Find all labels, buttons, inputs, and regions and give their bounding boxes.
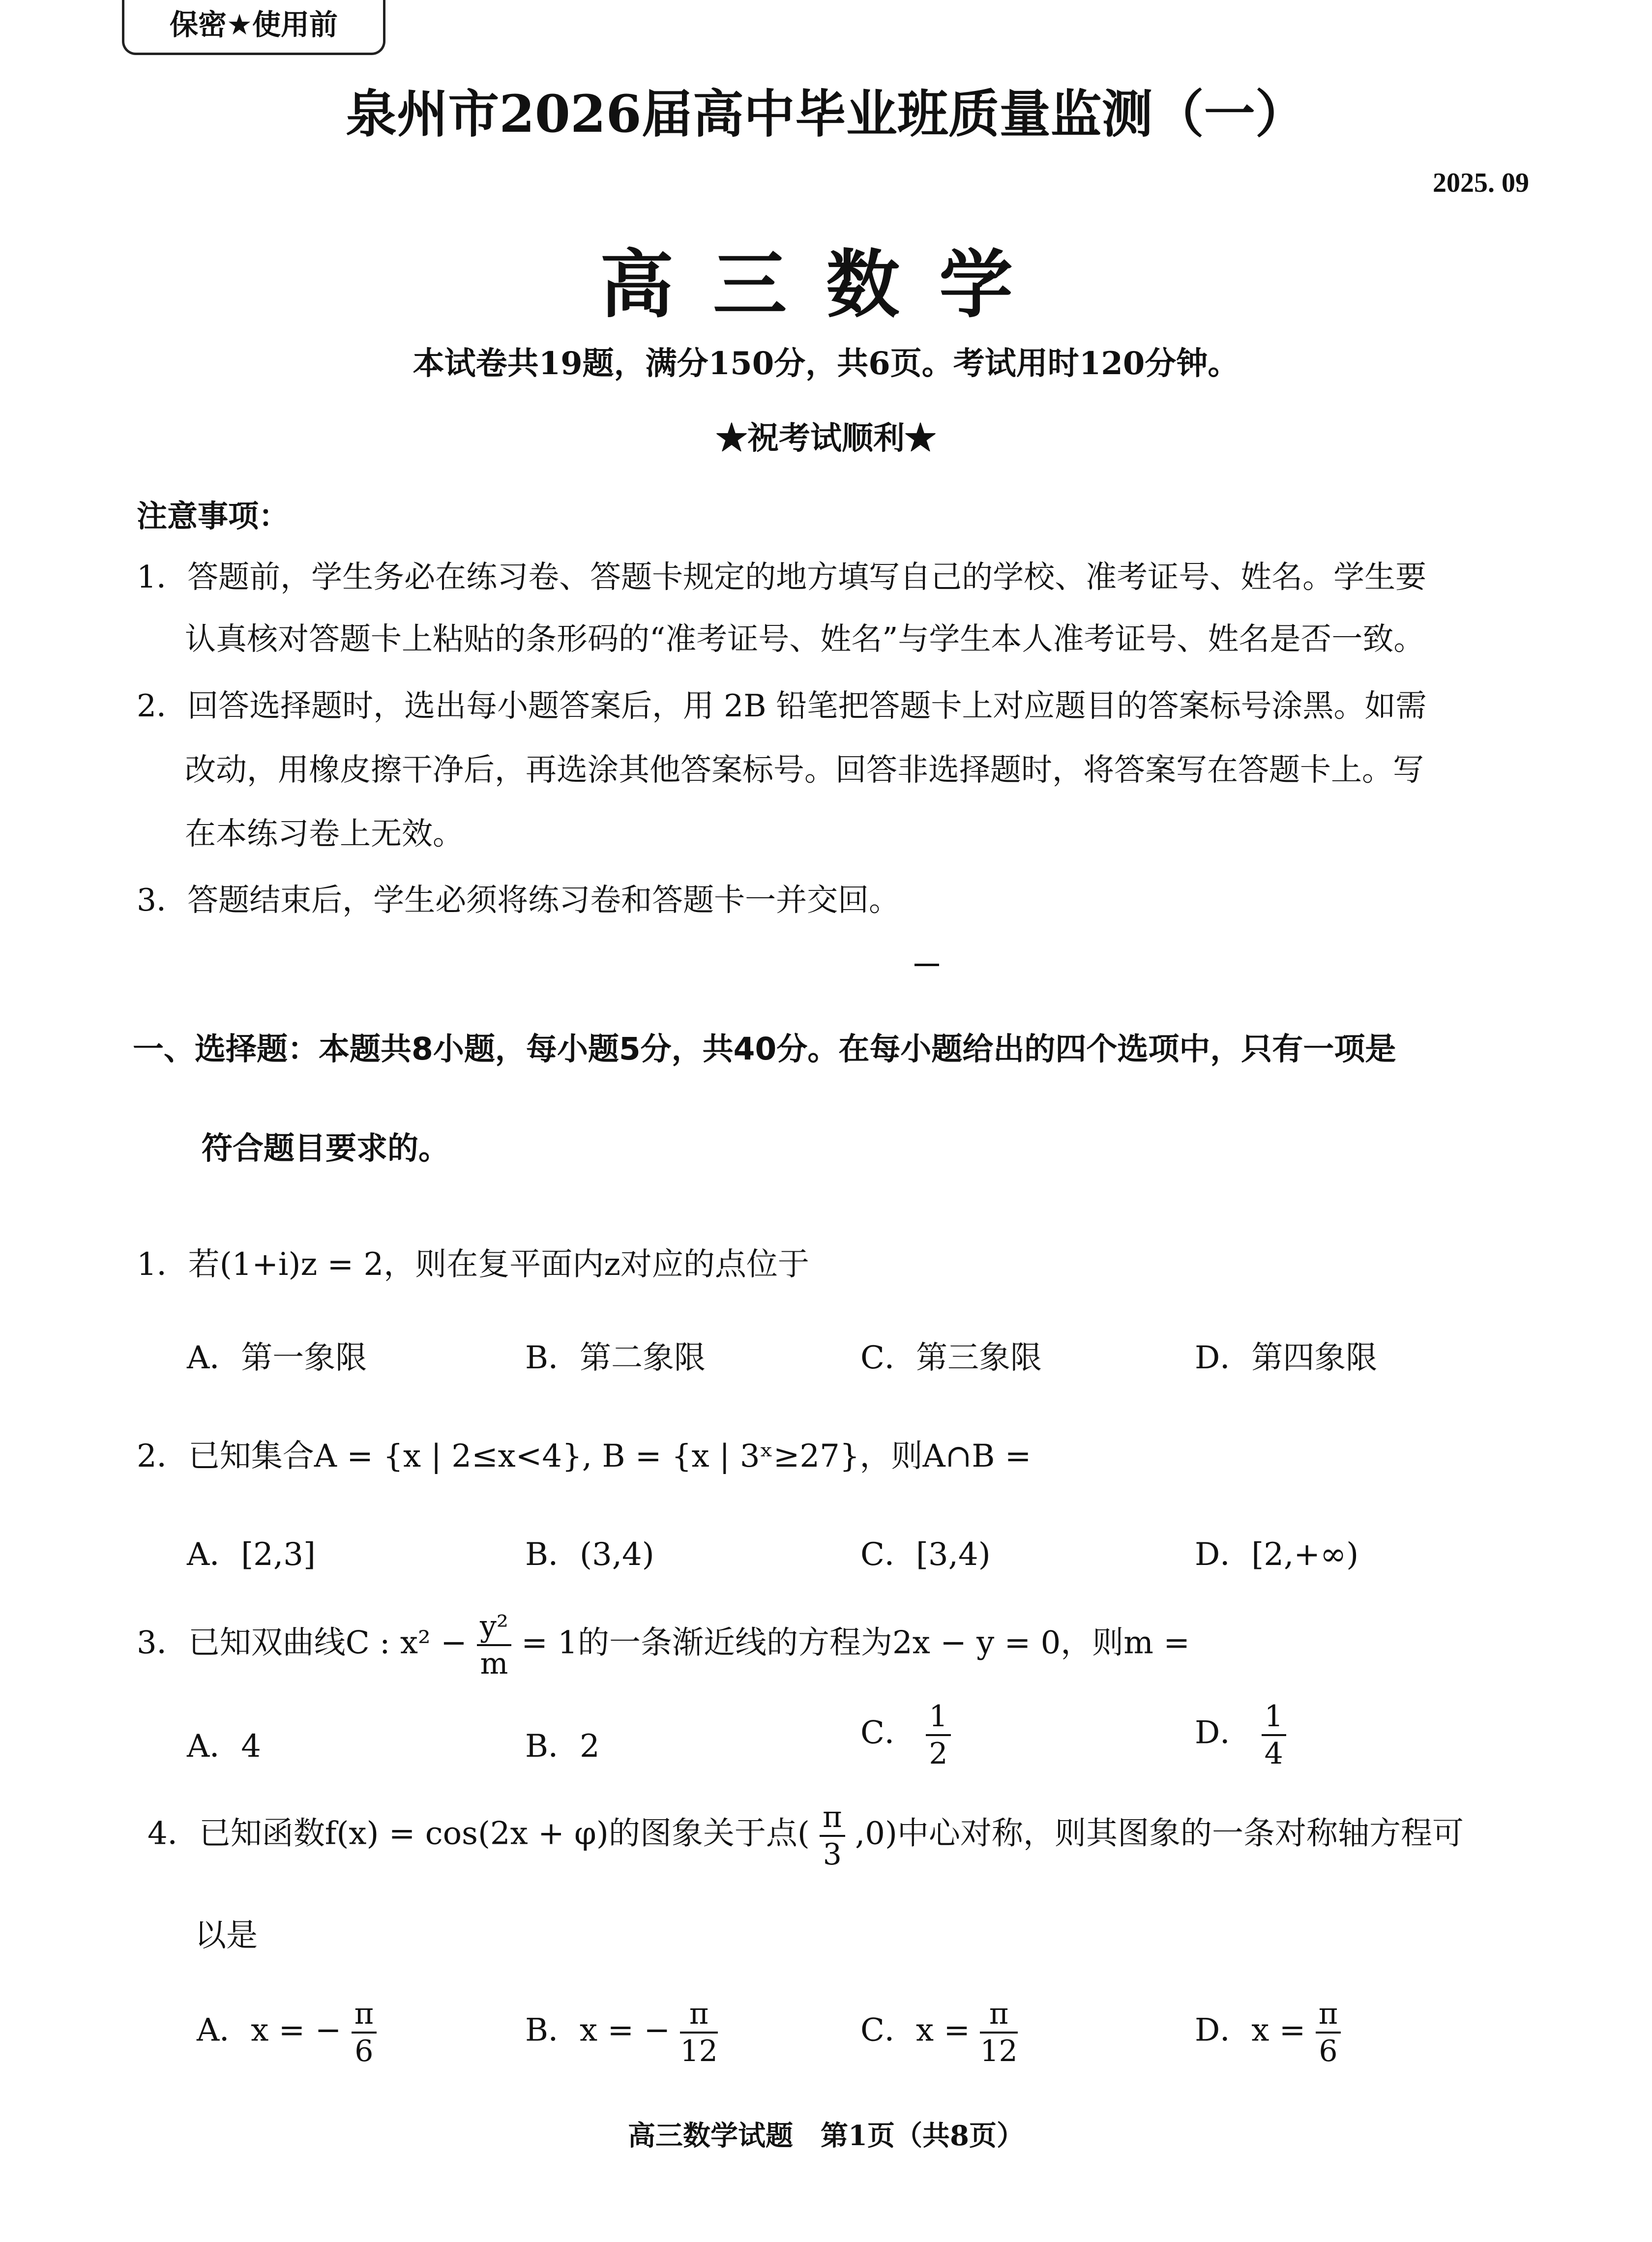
question-4-stem-cont: 以是 [195, 1918, 258, 1954]
notice-item-2: 2．回答选择题时，选出每小题答案后，用 2B 铅笔把答题卡上对应题目的答案标号涂黑。如需 [137, 688, 1427, 724]
q4-option-a [197, 1996, 377, 2069]
q1-option-b: B．第二象限 [525, 1340, 706, 1376]
page-footer: 高三数学试题 第1页（共8页） [628, 2120, 1024, 2152]
q4-option-a-num: π [352, 1996, 377, 2034]
section-heading: 一、选择题：本题共8小题，每小题5分，共40分。在每小题给出的四个选项中，只有一项是 [133, 1031, 1396, 1067]
q3-option-c-num: 1 [926, 1699, 950, 1736]
subject-title: 高三数学 [599, 242, 1052, 328]
q4-option-b-num: π [680, 1996, 717, 2034]
q3-option-c-den: 2 [929, 1737, 948, 1771]
q4-option-d-den: 6 [1319, 2034, 1338, 2068]
q4-option-a-label: A．x = − [197, 2012, 342, 2049]
q3-option-d-frac [1262, 1699, 1286, 1771]
q4-option-b-frac [680, 1996, 717, 2069]
q3-option-d [1195, 1699, 1286, 1771]
q3-option-d-label: D． [1195, 1714, 1252, 1751]
q4-stem-pre: 4．已知函数f(x) = cos(2x + φ)的图象关于点( [148, 1815, 810, 1852]
q4-option-c-den: 12 [980, 2034, 1018, 2068]
q3-option-a: A．4 [187, 1728, 261, 1765]
notice-item-1-cont: 认真核对答题卡上粘贴的条形码的“准考证号、姓名”与学生本人准考证号、姓名是否一致。 [185, 621, 1425, 657]
q2-option-d: D．[2,+∞) [1195, 1536, 1359, 1573]
q3-stem-post: = 1的一条渐近线的方程为2x − y = 0，则m = [521, 1624, 1190, 1661]
q4-frac-num: π [820, 1800, 845, 1837]
q4-fraction [820, 1800, 845, 1872]
notice-item-2-cont2: 在本练习卷上无效。 [185, 816, 464, 852]
q4-option-a-frac [352, 1996, 377, 2069]
q3-option-c [860, 1699, 951, 1771]
q4-frac-den: 3 [823, 1837, 842, 1872]
question-4-stem [148, 1800, 1464, 1872]
confidential-seal: 保密★使用前 [122, 0, 385, 55]
exam-title: 泉州市2026届高中毕业班质量监测（一） [346, 84, 1306, 144]
q4-option-c-num: π [980, 1996, 1017, 2034]
q3-frac-den: m [480, 1647, 508, 1681]
q4-option-d [1195, 1996, 1341, 2069]
q4-option-b-den: 12 [680, 2034, 718, 2068]
q2-option-b: B．(3,4) [525, 1536, 654, 1573]
q3-frac-num: y² [477, 1609, 511, 1646]
q4-option-b-label: B．x = − [525, 2012, 671, 2049]
notice-item-2-cont: 改动，用橡皮擦干净后，再选涂其他答案标号。回答非选择题时，将答案写在答题卡上。写 [185, 752, 1424, 788]
q3-stem-pre: 3．已知双曲线C : x² − [137, 1624, 467, 1661]
q2-option-c: C．[3,4) [860, 1536, 991, 1573]
section-heading-cont: 符合题目要求的。 [202, 1130, 449, 1166]
q3-option-c-frac [926, 1699, 950, 1771]
question-1-stem: 1．若(1+i)z = 2，则在复平面内z对应的点位于 [137, 1246, 809, 1283]
question-3-stem [137, 1609, 1190, 1682]
good-luck-line: ★祝考试顺利★ [716, 420, 936, 457]
q3-option-b: B．2 [525, 1728, 600, 1765]
q4-option-d-frac [1316, 1996, 1341, 2069]
q4-option-b [525, 1996, 718, 2069]
q4-option-d-num: π [1316, 1996, 1341, 2034]
notice-item-1: 1．答题前，学生务必在练习卷、答题卡规定的地方填写自己的学校、准考证号、姓名。学生要 [137, 559, 1427, 595]
q4-option-c-label: C．x = [860, 2012, 971, 2049]
q3-option-d-den: 4 [1264, 1737, 1283, 1771]
q4-option-d-label: D．x = [1195, 2012, 1306, 2049]
q1-option-d: D．第四象限 [1195, 1340, 1378, 1376]
q3-fraction [477, 1609, 511, 1682]
q3-option-d-num: 1 [1262, 1699, 1286, 1736]
q4-stem-post: ,0)中心对称，则其图象的一条对称轴方程可 [855, 1815, 1464, 1852]
divider-mark [914, 964, 939, 966]
notice-title: 注意事项： [137, 498, 290, 534]
q1-option-a: A．第一象限 [187, 1340, 367, 1376]
q4-option-c [860, 1996, 1018, 2069]
q3-option-c-label: C． [860, 1714, 916, 1751]
exam-info: 本试卷共19题，满分150分，共6页。考试用时120分钟。 [413, 345, 1239, 382]
exam-date: 2025. 09 [1433, 168, 1529, 198]
q1-option-c: C．第三象限 [860, 1340, 1042, 1376]
notice-item-3: 3．答题结束后，学生必须将练习卷和答题卡一并交回。 [137, 882, 900, 918]
q4-option-c-frac [980, 1996, 1017, 2069]
q2-option-a: A．[2,3] [187, 1536, 316, 1573]
question-2-stem: 2．已知集合A = {x | 2≤x<4}, B = {x | 3ˣ≥27}，则A∩B = [137, 1438, 1032, 1475]
q4-option-a-den: 6 [354, 2034, 374, 2068]
